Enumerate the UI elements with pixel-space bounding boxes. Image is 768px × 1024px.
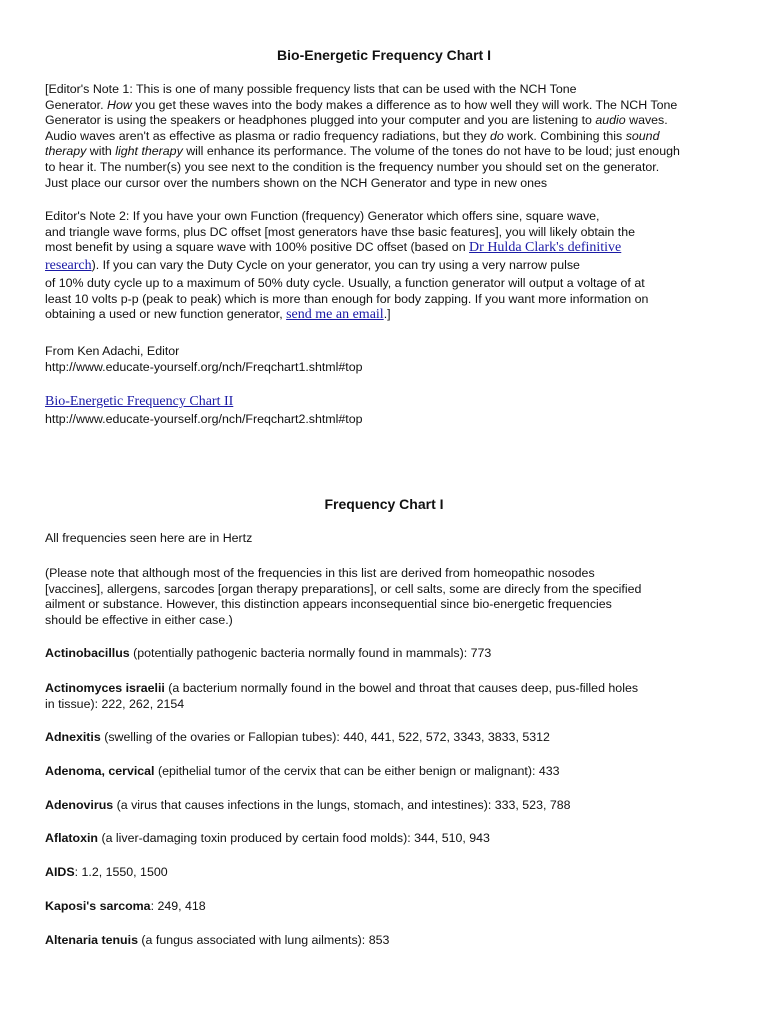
disclaimer-line: ailment or substance. However, this distinction appears inconsequential since bio-energetic frequencies [45,597,612,612]
frequency-entry [45,681,735,712]
hulda-clark-research-link[interactable]: research [45,258,92,274]
disclaimer-line: [vaccines], allergens, sarcodes [organ therapy preparations], or cell salts, some are direcly from the specified [45,581,642,596]
entry-text: in tissue): 222, 262, 2154 [45,696,185,711]
entry-text: (a fungus associated with lung ailments): 853 [137,933,390,947]
frequency-entry [45,764,735,780]
editor-credit: From Ken Adachi, Editor [45,344,180,358]
note2-line: research). If you can vary the Duty Cycle on your generator, you can try using a very narrow pulse [45,258,580,274]
frequency-entry [45,933,735,949]
entry-text: (a bacterium normally found in the bowel and throat that causes deep, pus-filled holes [164,681,639,695]
entry-term: Adenoma, cervical [45,764,155,778]
section-heading: Frequency Chart I [324,496,444,512]
hulda-clark-research-link[interactable]: Dr Hulda Clark's definitive [469,240,622,256]
credits [45,344,735,375]
frequency-entry [45,646,735,662]
frequency-entry [45,899,735,915]
entry-text: (a liver-damaging toxin produced by certain food molds): 344, 510, 943 [98,831,490,845]
note1-line: Audio waves aren't as effective as plasma or radio frequency radiations, but they do work. Combining this sound [45,128,660,143]
entry-term: Aflatoxin [45,831,99,845]
note1-line: Just place our cursor over the numbers shown on the NCH Generator and type in new ones [45,175,548,190]
disclaimer-line: should be effective in either case.) [45,612,233,627]
note2-line: of 10% duty cycle up to a maximum of 50% duty cycle. Usually, a function generator will output a voltage of at [45,276,645,291]
frequency-entry [45,730,735,746]
note2-line: obtaining a used or new function generator, send me an email.] [45,307,391,323]
entry-text: (swelling of the ovaries or Fallopian tubes): 440, 441, 522, 572, 3343, 3833, 5312 [100,730,550,744]
entry-text: (epithelial tumor of the cervix that can be either benign or malignant): 433 [154,764,560,778]
frequency-entry [45,865,735,881]
page-title: Bio-Energetic Frequency Chart I [277,47,491,63]
note1-line: Generator. How you get these waves into the body makes a difference as to how well they will work. The NCH Tone [45,97,678,112]
frequency-entry [45,831,735,847]
note1-line: [Editor's Note 1: This is one of many possible frequency lists that can be used with the NCH Tone [45,82,577,96]
entry-term: AIDS [45,865,75,879]
editors-note-2 [45,209,735,325]
disclaimer-line: (Please note that although most of the frequencies in this list are derived from homeopathic nosodes [45,566,595,580]
entry-term: Altenaria tenuis [45,933,138,947]
note2-line: and triangle wave forms, plus DC offset [most generators have thse basic features], you will likely obtain the [45,224,635,239]
entry-text: (a virus that causes infections in the lungs, stomach, and intestines): 333, 523, 788 [113,798,571,812]
entry-text: : 1.2, 1550, 1500 [74,865,168,879]
note1-line: therapy with light therapy will enhance its performance. The volume of the tones do not have to be loud; just enough [45,144,680,159]
entry-term: Actinobacillus [45,646,130,660]
send-email-link[interactable]: send me an email [286,307,384,323]
entry-term: Actinomyces israelii [45,681,165,695]
chart2-link[interactable]: Bio-Energetic Frequency Chart II [45,394,234,409]
note2-line: most benefit by using a square wave with 100% positive DC offset (based on Dr Hulda Clark's definitive [45,240,622,256]
note2-line: Editor's Note 2: If you have your own Function (frequency) Generator which offers sine, square wave, [45,209,600,223]
disclaimer [45,566,735,628]
editors-note-1 [45,82,735,191]
entry-term: Kaposi's sarcoma [45,899,151,913]
entry-text: (potentially pathogenic bacteria normally found in mammals): 773 [129,646,492,660]
chart1-url: http://www.educate-yourself.org/nch/Freqchart1.shtml#top [45,359,363,374]
note1-line: Generator is using the speakers or headphones plugged into your computer and you are listening to audio waves. [45,113,668,128]
entry-term: Adenovirus [45,798,114,812]
chart2-reference [45,394,735,428]
note1-line: to hear it. The number(s) you see next to the condition is the frequency number you should set on the generator. [45,159,660,174]
chart2-url: http://www.educate-yourself.org/nch/Freqchart2.shtml#top [45,412,363,426]
note2-line: least 10 volts p-p (peak to peak) which is more than enough for body zapping. If you want more information on [45,291,649,306]
hertz-note: All frequencies seen here are in Hertz [45,531,253,545]
entry-text: : 249, 418 [150,899,206,913]
entry-term: Adnexitis [45,730,101,744]
frequency-entry [45,798,735,814]
